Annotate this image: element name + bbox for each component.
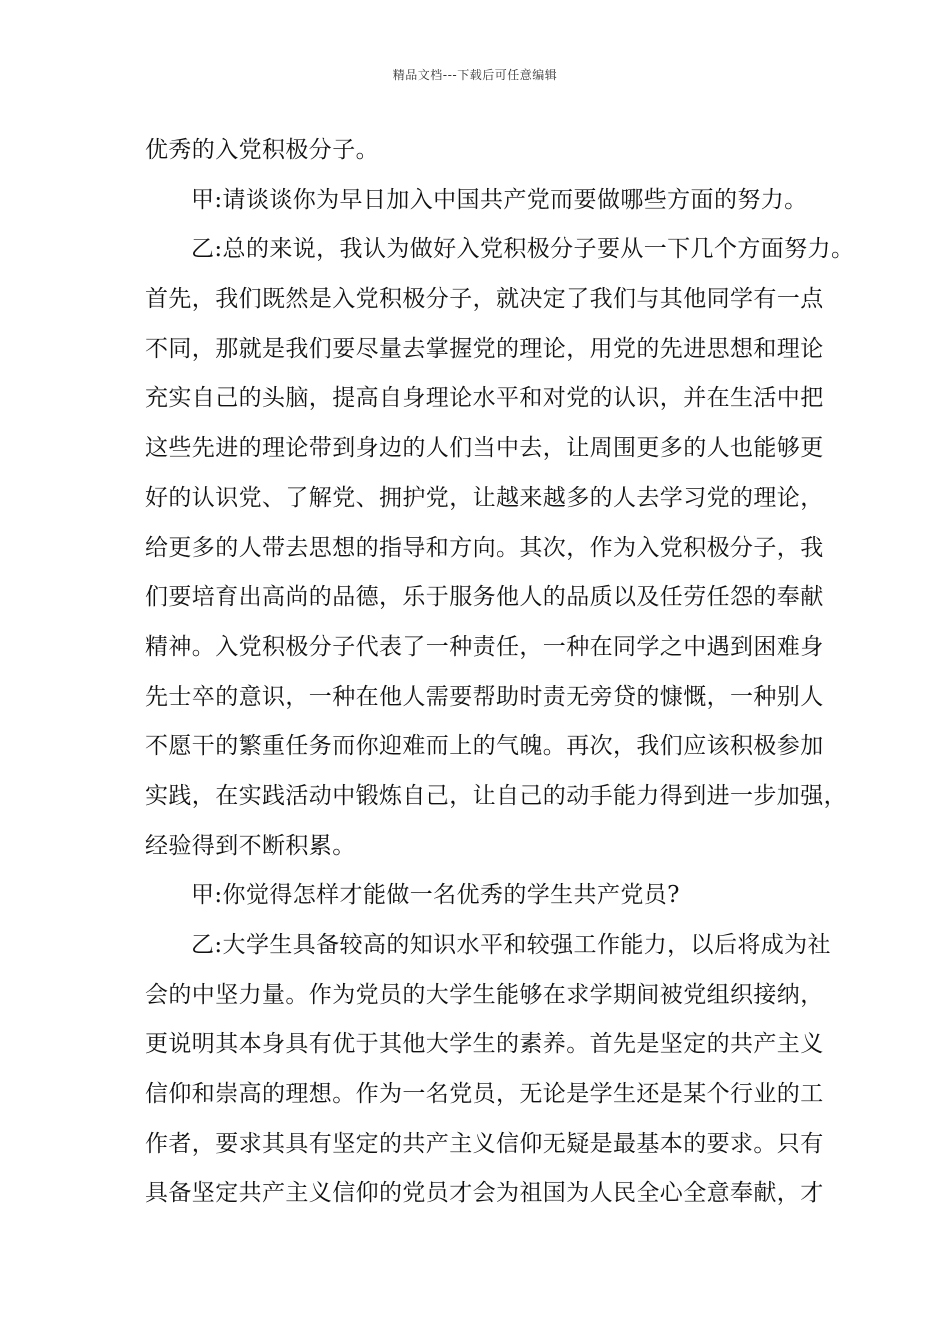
text-line: 乙:大学生具备较高的知识水平和较强工作能力，以后将成为社: [191, 932, 831, 958]
text-line: 信仰和崇高的理想。作为一名党员，无论是学生还是某个行业的工: [145, 1081, 824, 1108]
text-line: 会的中坚力量。作为党员的大学生能够在求学期间被党组织接纳，: [145, 981, 824, 1008]
text-line: 精神。入党积极分子代表了一种责任，一种在同学之中遇到困难身: [145, 633, 824, 660]
text-line: 首先，我们既然是入党积极分子，就决定了我们与其他同学有一点: [145, 286, 824, 313]
text-line: 乙:总的来说，我认为做好入党积极分子要从一下几个方面努力。: [191, 236, 855, 263]
text-line: 甲:请谈谈你为早日加入中国共产党而要做哪些方面的努力。: [191, 186, 808, 213]
text-line: 充实自己的头脑，提高自身理论水平和对党的认识，并在生活中把: [145, 385, 824, 412]
text-line: 不愿干的繁重任务而你迎难而上的气魄。再次，我们应该积极参加: [145, 733, 824, 760]
text-line: 优秀的入党积极分子。: [145, 137, 379, 163]
text-line: 给更多的人带去思想的指导和方向。其次，作为入党积极分子，我: [145, 534, 824, 561]
text-line: 不同，那就是我们要尽量去掌握党的理论，用党的先进思想和理论: [145, 335, 824, 362]
text-line: 更说明其本身具有优于其他大学生的素养。首先是坚定的共产主义: [145, 1031, 824, 1058]
text-line: 甲:你觉得怎样才能做一名优秀的学生共产党员?: [191, 882, 680, 909]
text-line: 实践，在实践活动中锻炼自己，让自己的动手能力得到进一步加强，: [145, 782, 847, 809]
text-line: 作者，要求其具有坚定的共产主义信仰无疑是最基本的要求。只有: [145, 1130, 824, 1157]
page-header: 精品文档---下载后可任意编辑: [392, 68, 558, 82]
text-line: 先士卒的意识，一种在他人需要帮助时责无旁贷的慷慨，一种别人: [145, 683, 824, 710]
text-line: 好的认识党、了解党、拥护党，让越来越多的人去学习党的理论，: [145, 484, 824, 511]
document-body: [145, 126, 855, 1219]
text-line: 们要培育出高尚的品德，乐于服务他人的品质以及任劳任怨的奉献: [145, 584, 824, 611]
text-line: 这些先进的理论带到身边的人们当中去，让周围更多的人也能够更: [145, 435, 824, 462]
text-line: 经验得到不断积累。: [145, 832, 356, 859]
text-line: 具备坚定共产主义信仰的党员才会为祖国为人民全心全意奉献，才: [145, 1180, 824, 1207]
